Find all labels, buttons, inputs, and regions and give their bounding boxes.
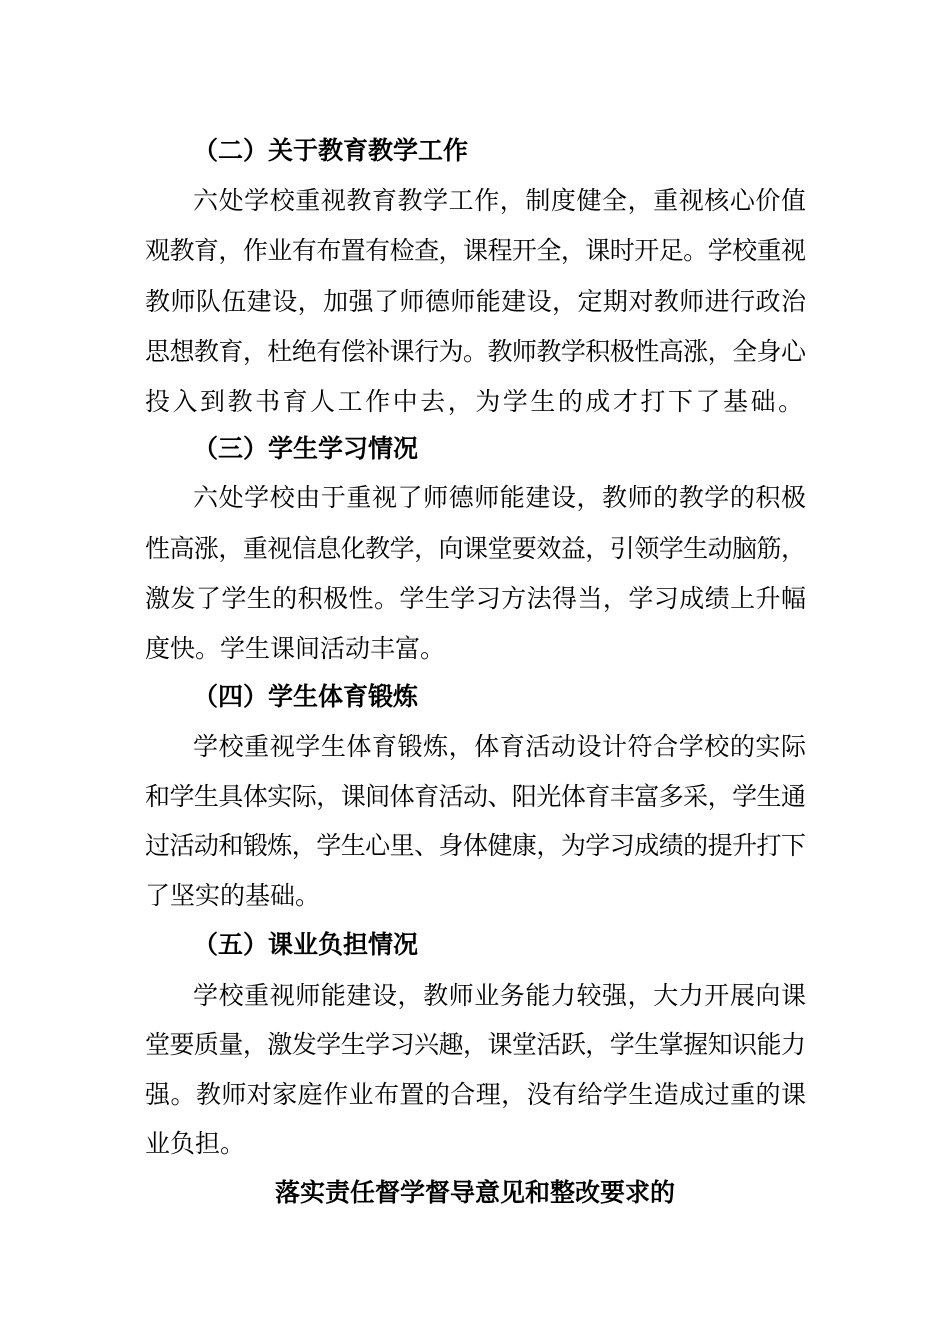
paragraph-line: 了坚实的基础。 (145, 881, 321, 910)
paragraph-line: 学校重视学生体育锻炼，体育活动设计符合学校的实际 (193, 732, 807, 761)
paragraph-line: 学校重视师能建设，教师业务能力较强，大力开展向课 (193, 981, 807, 1010)
paragraph-line: 过活动和锻炼，学生心里、身体健康，为学习成绩的提升打下 (145, 831, 806, 860)
paragraph-line: 性高涨，重视信息化教学，向课堂要效益，引领学生动脑筋， (145, 534, 806, 563)
paragraph-line: 六处学校由于重视了师德师能建设，教师的教学的积极 (193, 483, 807, 512)
paragraph-line: 六处学校重视教育教学工作，制度健全，重视核心价值 (193, 186, 807, 215)
paragraph-line: 强。教师对家庭作业布置的合理，没有给学生造成过重的课 (145, 1080, 807, 1109)
section-heading: （四）学生体育锻炼 (193, 682, 419, 711)
paragraph-line: 教师队伍建设，加强了师德师能建设，定期对教师进行政治 (145, 287, 807, 316)
section-heading: （二）关于教育教学工作 (193, 136, 469, 165)
paragraph-line: 观教育，作业有布置有检查，课程开全，课时开足。学校重视 (145, 236, 806, 265)
section-heading: （三）学生学习情况 (193, 434, 419, 463)
paragraph-line: 度快。学生课间活动丰富。 (145, 634, 446, 663)
paragraph-line: 堂要质量，激发学生学习兴趣，课堂活跃，学生掌握知识能力 (145, 1030, 806, 1059)
paragraph-line: 思想教育，杜绝有偿补课行为。教师教学积极性高涨，全身心 (145, 337, 806, 366)
closing-title: 落实责任督学督导意见和整改要求的 (274, 1178, 675, 1207)
paragraph-line: 业负担。 (145, 1129, 246, 1158)
paragraph-line: 和学生具体实际，课间体育活动、阳光体育丰富多采，学生通 (145, 782, 806, 811)
paragraph-line: 投入到教书育人工作中去，为学生的成才打下了基础。 (145, 387, 806, 416)
paragraph-line: 激发了学生的积极性。学生学习方法得当，学习成绩上升幅 (145, 584, 807, 613)
section-heading: （五）课业负担情况 (193, 930, 419, 959)
